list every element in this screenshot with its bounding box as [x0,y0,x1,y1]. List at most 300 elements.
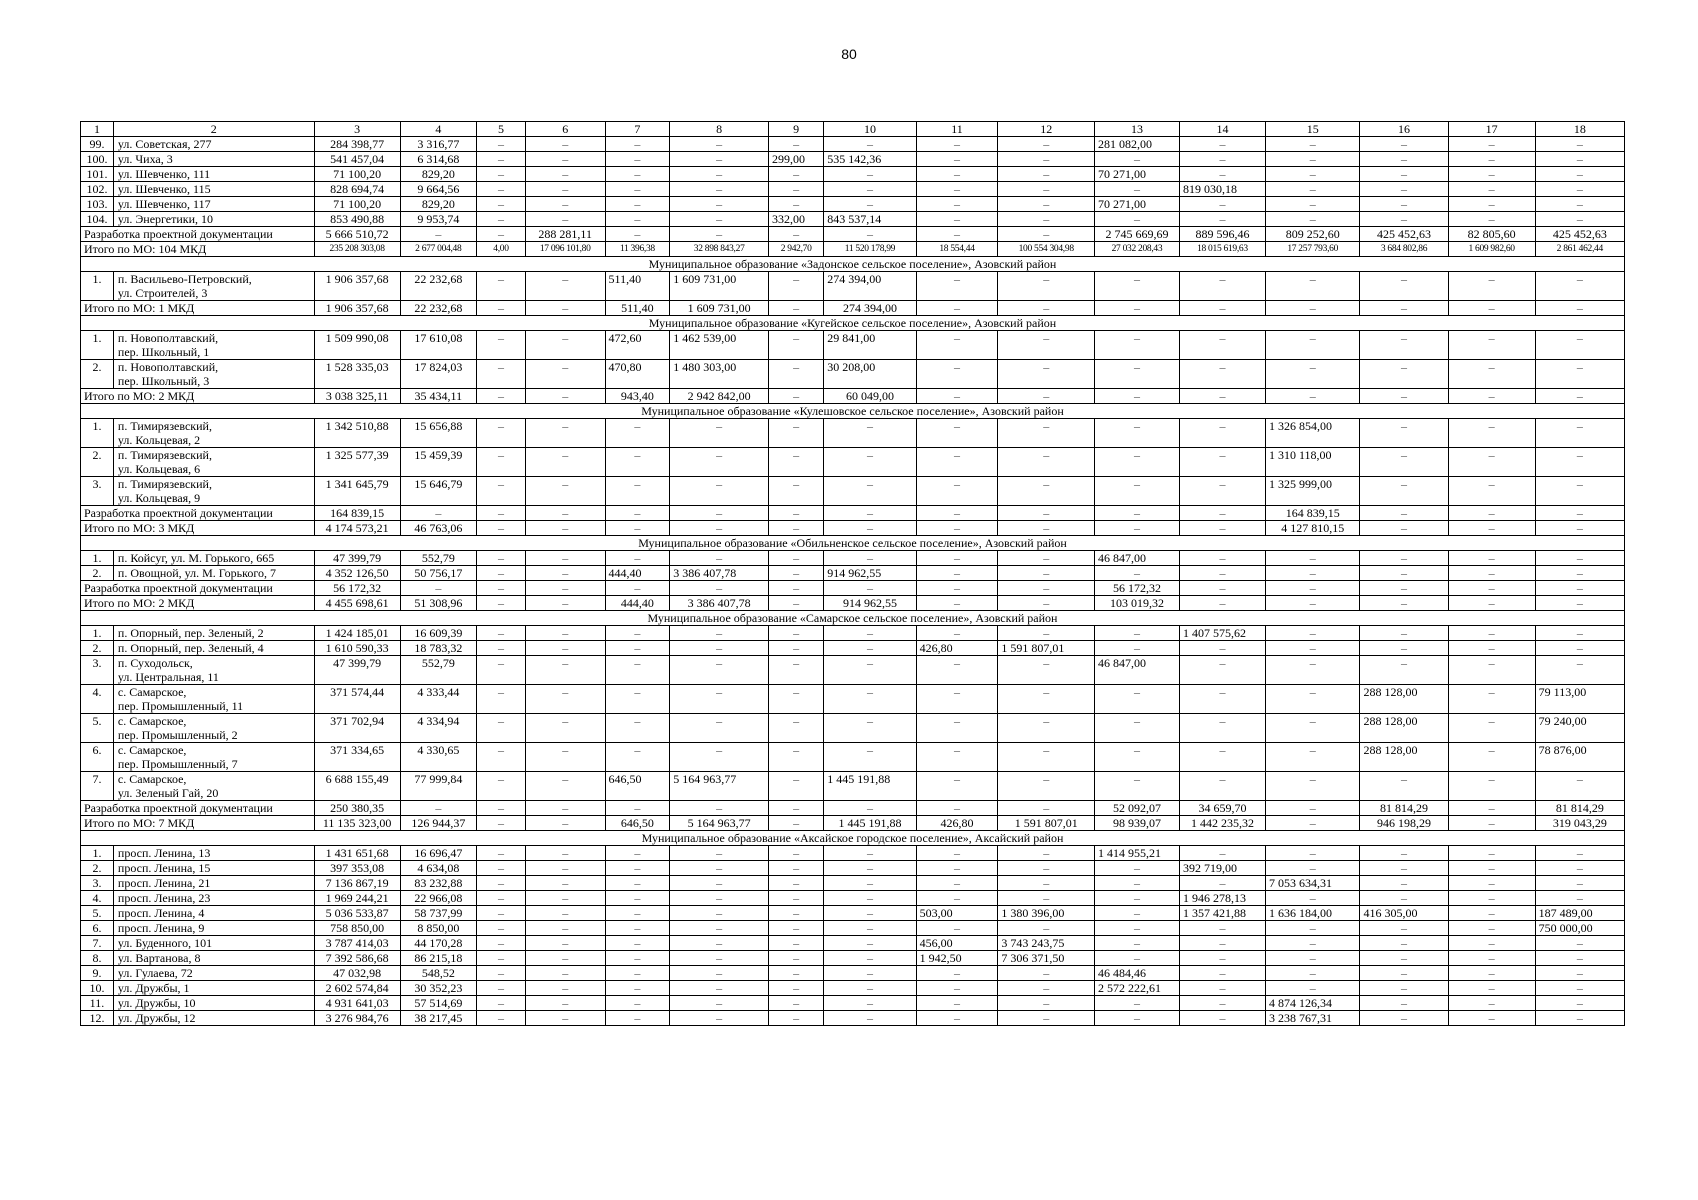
column-number: 2 [113,122,314,137]
value-cell: – [477,389,526,404]
value-cell: 164 839,15 [314,506,400,521]
value-cell: – [1535,846,1624,861]
address-cell [113,197,314,212]
value-cell: 3 038 325,11 [314,389,400,404]
value-cell: – [916,846,998,861]
value-cell: – [1095,448,1180,477]
value-cell: 77 999,84 [400,772,476,801]
value-cell: – [525,641,605,656]
value-cell: – [605,641,670,656]
value-cell: – [400,227,476,242]
value-cell: – [1179,331,1265,360]
value-cell: – [824,448,916,477]
value-cell: – [605,152,670,167]
value-cell: 397 353,08 [314,861,400,876]
value-cell: – [1448,981,1535,996]
value-cell: – [477,197,526,212]
value-cell: – [525,551,605,566]
table-row [81,182,1625,197]
value-cell: – [670,581,769,596]
value-cell: – [916,360,998,389]
value-cell: – [824,182,916,197]
value-cell: – [998,137,1095,152]
value-cell: – [1095,861,1180,876]
value-cell: – [998,152,1095,167]
summary-row [81,506,1625,521]
address-line: просп. Ленина, 9 [117,921,205,935]
address-cell [113,951,314,966]
address-cell [113,419,314,448]
value-cell: – [525,861,605,876]
value-cell: – [916,521,998,536]
municipality-title: Муниципальное образование «Обильненское сельское поселение», Азовский район [81,536,1625,551]
value-cell: 288 281,11 [525,227,605,242]
value-cell: – [1265,891,1360,906]
value-cell: – [525,891,605,906]
municipality-header-row [81,536,1625,551]
value-cell: – [1095,360,1180,389]
address-cell [113,861,314,876]
value-cell: – [916,419,998,448]
value-cell: – [1265,137,1360,152]
value-cell: – [477,506,526,521]
value-cell: – [605,966,670,981]
value-cell: – [916,581,998,596]
value-cell: 44 170,28 [400,936,476,951]
value-cell: – [916,626,998,641]
value-cell: – [998,566,1095,581]
row-number: 7. [81,772,114,801]
column-number: 3 [314,122,400,137]
value-cell: – [1535,301,1624,316]
value-cell: – [916,227,998,242]
value-cell: – [525,656,605,685]
summary-label: Разработка проектной документации [81,227,315,242]
value-cell: – [477,891,526,906]
value-cell: – [477,152,526,167]
value-cell: – [1179,272,1265,301]
value-cell: – [769,906,824,921]
address-line: пер. Промышленный, 11 [117,699,244,713]
value-cell: – [1448,626,1535,641]
value-cell: 914 962,55 [824,566,916,581]
value-cell: – [670,448,769,477]
value-cell: 4 334,94 [400,714,476,743]
municipality-header-row [81,257,1625,272]
value-cell: 2 602 574,84 [314,981,400,996]
value-cell: – [1360,936,1448,951]
address-line: просп. Ленина, 4 [117,906,205,920]
value-cell: – [916,921,998,936]
value-cell: 86 215,18 [400,951,476,966]
value-cell: – [1360,656,1448,685]
value-cell: – [670,801,769,816]
address-line: ул. Строителей, 3 [117,286,208,300]
value-cell: – [670,197,769,212]
value-cell: – [477,801,526,816]
value-cell: – [605,936,670,951]
value-cell: – [1535,331,1624,360]
value-cell: – [1179,167,1265,182]
value-cell: – [605,996,670,1011]
row-number: 102. [81,182,114,197]
value-cell: – [670,182,769,197]
address-cell [113,626,314,641]
value-cell: 1 325 577,39 [314,448,400,477]
value-cell: 46 847,00 [1095,551,1180,566]
value-cell: – [1095,389,1180,404]
value-cell: – [670,906,769,921]
value-cell: – [769,966,824,981]
address-line: просп. Ленина, 13 [117,846,211,860]
table-row [81,272,1625,301]
value-cell: 3 787 414,03 [314,936,400,951]
table-row [81,936,1625,951]
value-cell: – [1535,876,1624,891]
value-cell: – [1095,743,1180,772]
value-cell: – [1095,641,1180,656]
value-cell: – [1179,212,1265,227]
value-cell: – [1448,360,1535,389]
value-cell: 1 445 191,88 [824,772,916,801]
value-cell: – [998,876,1095,891]
value-cell: – [1265,272,1360,301]
value-cell: – [525,876,605,891]
value-cell: – [916,685,998,714]
value-cell: – [998,966,1095,981]
value-cell: 22 232,68 [400,272,476,301]
value-cell: – [824,951,916,966]
value-cell: 81 814,29 [1535,801,1624,816]
row-number: 1. [81,331,114,360]
row-number: 1. [81,551,114,566]
value-cell: 164 839,15 [1265,506,1360,521]
value-cell: 809 252,60 [1265,227,1360,242]
value-cell: 274 394,00 [824,272,916,301]
value-cell: 3 316,77 [400,137,476,152]
value-cell: – [769,685,824,714]
value-cell: – [1095,331,1180,360]
value-cell: – [998,197,1095,212]
value-cell: – [824,876,916,891]
column-number-row [81,122,1625,137]
value-cell: – [1448,389,1535,404]
address-line: п. Новополтавский, [117,331,219,345]
row-number: 4. [81,685,114,714]
value-cell: 78 876,00 [1535,743,1624,772]
column-number: 18 [1535,122,1624,137]
value-cell: 56 172,32 [314,581,400,596]
value-cell: 46 484,46 [1095,966,1180,981]
value-cell: – [1265,566,1360,581]
address-line: ул. Кольцевая, 2 [117,433,201,447]
value-cell: – [824,227,916,242]
value-cell: – [916,772,998,801]
table-row [81,212,1625,227]
value-cell: – [477,861,526,876]
address-line: п. Койсуг, ул. М. Горького, 665 [117,551,275,565]
value-cell: – [1535,656,1624,685]
value-cell: – [1360,1011,1448,1026]
value-cell: – [477,626,526,641]
page-number: 80 [841,46,857,62]
value-cell: 1 462 539,00 [670,331,769,360]
value-cell: – [670,996,769,1011]
address-line: ул. Дружбы, 10 [117,996,196,1010]
value-cell: – [998,656,1095,685]
value-cell: – [1448,921,1535,936]
value-cell: 52 092,07 [1095,801,1180,816]
address-line: п. Тимирязевский, [117,477,212,491]
value-cell: – [1448,1011,1535,1026]
program-table [80,121,1625,1026]
row-number: 8. [81,951,114,966]
value-cell: – [1265,360,1360,389]
value-cell: – [1179,743,1265,772]
value-cell: – [769,1011,824,1026]
value-cell: – [1179,685,1265,714]
value-cell: – [998,419,1095,448]
value-cell: – [1265,714,1360,743]
value-cell: – [916,152,998,167]
value-cell: – [525,936,605,951]
value-cell: – [477,331,526,360]
address-line: пер. Промышленный, 7 [117,757,238,771]
value-cell: – [1535,1011,1624,1026]
value-cell: – [525,301,605,316]
table-row [81,743,1625,772]
value-cell: 2 861 462,44 [1535,242,1624,257]
value-cell: – [1448,656,1535,685]
table-row [81,626,1625,641]
row-number: 1. [81,419,114,448]
value-cell: – [670,714,769,743]
value-cell: – [1448,506,1535,521]
summary-row [81,242,1625,257]
address-line: пер. Школьный, 1 [117,345,210,359]
value-cell: 1 431 651,68 [314,846,400,861]
value-cell: – [525,772,605,801]
value-cell: – [670,167,769,182]
value-cell: 11 135 323,00 [314,816,400,831]
value-cell: – [998,551,1095,566]
value-cell: 250 380,35 [314,801,400,816]
municipality-title: Муниципальное образование «Аксайское городское поселение», Аксайский район [81,831,1625,846]
value-cell: – [477,167,526,182]
value-cell: – [670,981,769,996]
value-cell: 71 100,20 [314,197,400,212]
value-cell: – [1179,772,1265,801]
value-cell: – [605,197,670,212]
value-cell: 1 480 303,00 [670,360,769,389]
value-cell: – [1360,921,1448,936]
value-cell: – [1179,596,1265,611]
value-cell: – [824,506,916,521]
value-cell: – [998,506,1095,521]
value-cell: – [1265,596,1360,611]
value-cell: – [1179,981,1265,996]
value-cell: – [998,846,1095,861]
value-cell: – [769,641,824,656]
value-cell: – [769,581,824,596]
value-cell: 58 737,99 [400,906,476,921]
column-number: 8 [670,122,769,137]
value-cell: – [1179,846,1265,861]
value-cell: 392 719,00 [1179,861,1265,876]
value-cell: – [1179,921,1265,936]
value-cell: – [1360,137,1448,152]
table-row [81,906,1625,921]
value-cell: – [670,137,769,152]
value-cell: 456,00 [916,936,998,951]
row-number: 103. [81,197,114,212]
value-cell: – [1265,816,1360,831]
value-cell: – [1360,626,1448,641]
value-cell: – [824,551,916,566]
summary-label: Итого по МО: 7 МКД [81,816,315,831]
value-cell: – [1095,182,1180,197]
column-number: 1 [81,122,114,137]
value-cell: – [477,656,526,685]
municipality-header-row [81,831,1625,846]
value-cell: 15 459,39 [400,448,476,477]
table-row [81,891,1625,906]
value-cell: – [998,389,1095,404]
value-cell: – [1265,772,1360,801]
value-cell: – [1448,137,1535,152]
value-cell: – [1448,861,1535,876]
column-number: 15 [1265,122,1360,137]
value-cell: – [998,331,1095,360]
value-cell: 371 702,94 [314,714,400,743]
value-cell: – [1265,921,1360,936]
value-cell: – [1360,152,1448,167]
value-cell: 4 931 641,03 [314,996,400,1011]
value-cell: 3 684 802,86 [1360,242,1448,257]
value-cell: 7 392 586,68 [314,951,400,966]
value-cell: – [1265,936,1360,951]
value-cell: 17 096 101,80 [525,242,605,257]
value-cell: – [769,197,824,212]
value-cell: – [769,506,824,521]
value-cell: – [916,714,998,743]
value-cell: – [670,936,769,951]
value-cell: – [769,551,824,566]
value-cell: – [769,981,824,996]
value-cell: 4 634,08 [400,861,476,876]
address-line: п. Опорный, пер. Зеленый, 2 [117,626,264,640]
row-number: 100. [81,152,114,167]
table-row [81,419,1625,448]
value-cell: – [769,743,824,772]
address-cell [113,743,314,772]
value-cell: – [477,743,526,772]
value-cell: – [769,360,824,389]
value-cell: 81 814,29 [1360,801,1448,816]
value-cell: – [1448,551,1535,566]
value-cell: – [916,1011,998,1026]
value-cell: – [1095,906,1180,921]
value-cell: – [1448,951,1535,966]
value-cell: 3 276 984,76 [314,1011,400,1026]
value-cell: 914 962,55 [824,596,916,611]
address-cell [113,212,314,227]
value-cell: – [670,966,769,981]
value-cell: – [769,714,824,743]
value-cell: – [525,389,605,404]
value-cell: – [769,448,824,477]
value-cell: 126 944,37 [400,816,476,831]
value-cell: – [1448,743,1535,772]
value-cell: – [1179,506,1265,521]
value-cell: – [998,448,1095,477]
value-cell: – [605,581,670,596]
value-cell: – [824,137,916,152]
value-cell: – [605,743,670,772]
value-cell: – [824,801,916,816]
value-cell: – [477,477,526,506]
value-cell: 17 824,03 [400,360,476,389]
value-cell: – [1360,566,1448,581]
value-cell: 299,00 [769,152,824,167]
value-cell: – [1179,656,1265,685]
value-cell: – [525,137,605,152]
value-cell: – [1535,951,1624,966]
summary-label: Итого по МО: 1 МКД [81,301,315,316]
row-number: 4. [81,891,114,906]
value-cell: 284 398,77 [314,137,400,152]
value-cell: – [477,521,526,536]
value-cell: – [1448,876,1535,891]
value-cell: – [1179,360,1265,389]
value-cell: – [477,566,526,581]
value-cell: – [525,212,605,227]
value-cell: 1 342 510,88 [314,419,400,448]
value-cell: 29 841,00 [824,331,916,360]
summary-row [81,521,1625,536]
value-cell: – [605,521,670,536]
value-cell: – [1448,816,1535,831]
value-cell: – [670,876,769,891]
value-cell: – [1360,596,1448,611]
value-cell: – [824,846,916,861]
value-cell: – [1360,360,1448,389]
value-cell: – [477,212,526,227]
value-cell: – [1535,891,1624,906]
value-cell: 57 514,69 [400,996,476,1011]
value-cell: 71 100,20 [314,167,400,182]
value-cell: – [998,212,1095,227]
value-cell: – [1360,551,1448,566]
value-cell: – [1360,996,1448,1011]
address-line: ул. Шевченко, 117 [117,197,211,211]
value-cell: – [769,936,824,951]
value-cell: – [477,876,526,891]
value-cell: – [477,816,526,831]
row-number: 6. [81,921,114,936]
value-cell: – [1095,152,1180,167]
value-cell: – [525,685,605,714]
value-cell: – [1265,331,1360,360]
value-cell: 9 953,74 [400,212,476,227]
value-cell: 332,00 [769,212,824,227]
value-cell: – [998,272,1095,301]
value-cell: – [477,581,526,596]
value-cell: – [605,951,670,966]
table-row [81,966,1625,981]
value-cell: – [1448,212,1535,227]
value-cell: – [824,477,916,506]
